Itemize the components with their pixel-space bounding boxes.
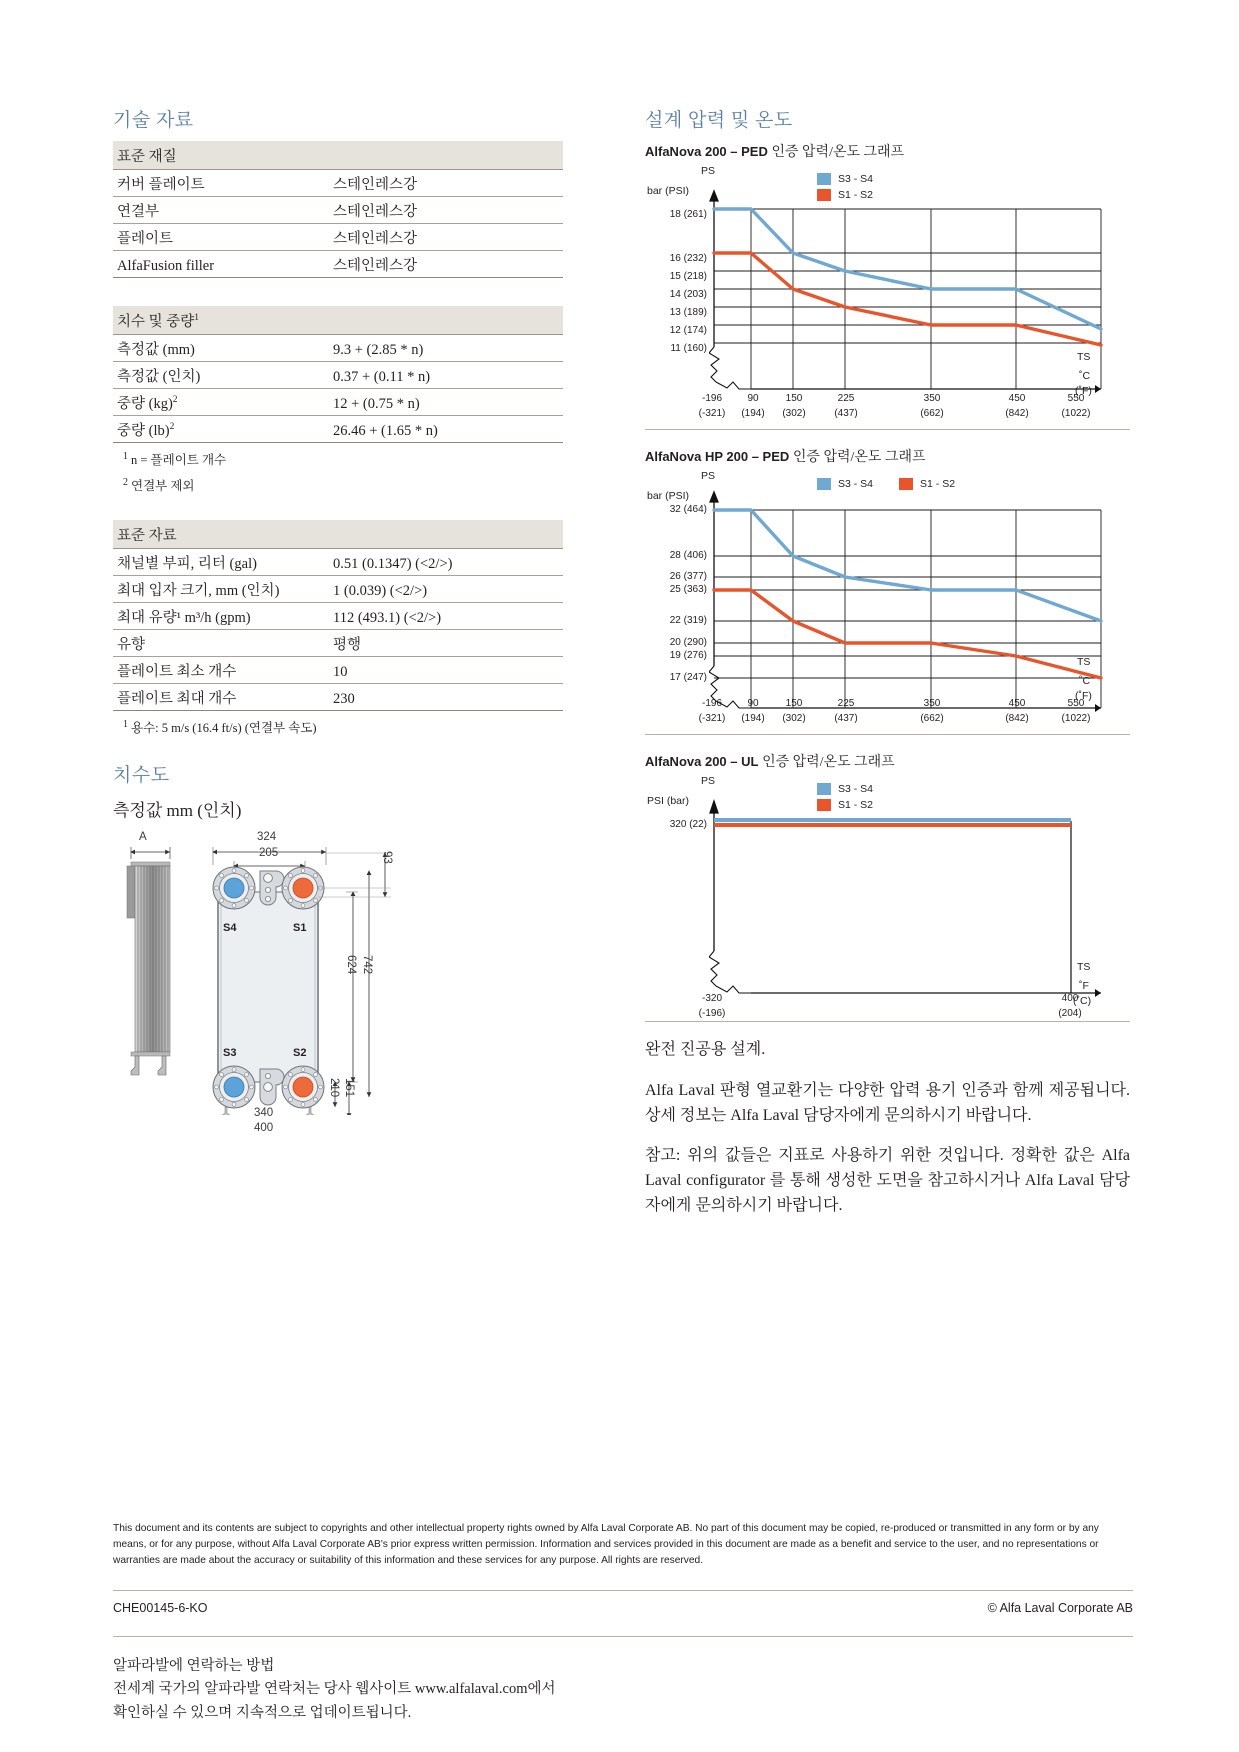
chart-alfanova-hp-200-ped — [645, 446, 1130, 724]
row-label-text: 측정값 (mm) — [117, 342, 195, 358]
chart-plot-svg — [709, 179, 1109, 409]
row-label: 최대 유량¹ m³/h (gpm) — [113, 602, 329, 629]
footnote-marker: 2 — [172, 395, 178, 406]
legend-label: S1 - S2 — [838, 189, 874, 201]
paragraph-certification: Alfa Laval 판형 열교환기는 다양한 압력 용기 인증과 함께 제공됩니다. 상세 정보는 Alfa Laval 담당자에게 문의하시기 바랍니다. — [645, 1081, 1130, 1124]
x-tick-sub: (437) — [834, 713, 858, 724]
x-tick-sub: (302) — [782, 713, 806, 724]
chart-title-bold: AlfaNova 200 – UL — [645, 754, 759, 769]
x-tick: 90 — [747, 393, 759, 404]
table-header-text: 치수 및 중량 — [117, 314, 195, 330]
x-tick-sub: (842) — [1005, 713, 1029, 724]
y-tick: 20 (290) — [669, 637, 707, 648]
x-tick: 225 — [837, 393, 855, 404]
chart-title-rest: 인증 압력/온도 그래프 — [771, 145, 905, 160]
footer-divider-top — [113, 1590, 1133, 1591]
legend-label: S3 - S4 — [838, 783, 874, 795]
x-tick-sub: (-321) — [698, 408, 726, 419]
axis-label-x-unit-bottom: (˚F) — [1075, 385, 1092, 397]
chart-title — [645, 751, 1130, 771]
x-tick: 150 — [785, 393, 803, 404]
dim-label-151: 151 — [343, 1077, 355, 1097]
axis-label-ps: PS — [701, 470, 716, 482]
dim-label-742: 742 — [361, 954, 373, 974]
y-tick: 17 (247) — [669, 672, 707, 683]
right-column — [645, 105, 1130, 1235]
spacer — [113, 498, 563, 520]
document-code: CHE00145-6-KO — [113, 1601, 208, 1615]
chart-alfanova-200-ul — [645, 751, 1130, 1019]
row-value: 230 — [329, 683, 563, 710]
y-tick: 16 (232) — [669, 253, 707, 264]
standard-data-table — [113, 520, 563, 711]
axis-label-x-unit-bottom: (˚F) — [1075, 690, 1092, 702]
dim-label-324: 324 — [257, 830, 277, 843]
dim-label-400: 400 — [254, 1121, 274, 1134]
table-row — [113, 335, 563, 362]
left-column — [113, 105, 563, 1134]
chart-title-bold: AlfaNova HP 200 – PED — [645, 449, 790, 464]
table-row — [113, 170, 563, 197]
table-row — [113, 602, 563, 629]
row-label: 플레이트 최소 개수 — [113, 656, 329, 683]
row-label — [113, 389, 329, 416]
chart-alfanova-200-ped — [645, 141, 1130, 419]
footnote — [123, 475, 563, 496]
axis-label-ts: TS — [1077, 961, 1091, 973]
paragraph-vacuum: 완전 진공용 설계. — [645, 1041, 766, 1058]
footer-row — [113, 1601, 1133, 1615]
drawing-title: 치수도 — [113, 764, 170, 786]
y-tick: 12 (174) — [669, 325, 707, 336]
table-row — [113, 629, 563, 656]
axis-label-x-unit-top: ˚C — [1079, 675, 1091, 687]
chart-title — [645, 446, 1130, 466]
x-tick: 450 — [1008, 393, 1026, 404]
chart-plot-svg — [709, 789, 1109, 1014]
row-label: 최대 입자 크기, mm (인치) — [113, 575, 329, 602]
x-tick: 400 — [1061, 993, 1079, 1004]
dim-label-93: 93 — [381, 850, 393, 864]
row-label — [113, 335, 329, 362]
section-divider — [645, 1021, 1130, 1022]
x-tick: -320 — [701, 993, 722, 1004]
row-label — [113, 362, 329, 389]
dimensions-weight-table — [113, 306, 563, 443]
row-value: 스테인레스강 — [329, 197, 563, 224]
table-row — [113, 362, 563, 389]
port-label-s4: S4 — [223, 921, 237, 934]
row-value: 26.46 + (1.65 * n) — [329, 416, 563, 443]
table-row — [113, 224, 563, 251]
x-tick: -196 — [701, 393, 722, 404]
section-divider — [645, 429, 1130, 430]
chart-area — [645, 775, 1110, 1019]
table-header: 표준 재질 — [113, 141, 563, 170]
table-row — [113, 575, 563, 602]
x-tick-sub: (1022) — [1061, 408, 1091, 419]
x-tick: 90 — [747, 698, 759, 709]
footnote-marker: 2 — [169, 422, 175, 433]
axis-label-x-unit-bottom: (˚C) — [1073, 995, 1092, 1007]
footnote — [123, 717, 563, 738]
y-tick: 19 (276) — [669, 650, 707, 661]
axis-label-ts: TS — [1077, 351, 1091, 363]
footnote — [123, 449, 563, 470]
y-tick: 26 (377) — [669, 571, 707, 582]
footnote-marker: 1 — [123, 718, 128, 730]
row-value: 112 (493.1) (<2/>) — [329, 602, 563, 629]
port-label-s1: S1 — [293, 921, 307, 934]
table-row — [113, 197, 563, 224]
x-tick: 150 — [785, 698, 803, 709]
axis-label-x-unit-top: ˚F — [1079, 980, 1089, 992]
drawing-svg — [113, 835, 433, 1115]
row-label: 연결부 — [113, 197, 329, 224]
footer-divider-bottom — [113, 1636, 1133, 1637]
chart-plot-svg — [709, 474, 1109, 724]
table-row — [113, 656, 563, 683]
chart-title-rest: 인증 압력/온도 그래프 — [792, 450, 926, 465]
contact-line-2: 확인하실 수 있으며 지속적으로 업데이트됩니다. — [113, 1704, 412, 1721]
x-tick: 550 — [1067, 698, 1085, 709]
legend-label: S1 - S2 — [920, 478, 956, 490]
footnote-text: n = 플레이트 개수 — [131, 453, 227, 468]
row-value: 평행 — [329, 629, 563, 656]
row-value: 0.37 + (0.11 * n) — [329, 362, 563, 389]
copyright-notice: © Alfa Laval Corporate AB — [987, 1601, 1133, 1615]
dim-label-A: A — [139, 830, 147, 843]
footnote-text: 연결부 제외 — [131, 479, 195, 494]
x-tick-sub: (194) — [741, 408, 765, 419]
row-label — [113, 416, 329, 443]
port-label-s2: S2 — [293, 1046, 307, 1059]
table-row — [113, 416, 563, 443]
table-row — [113, 548, 563, 575]
row-value: 스테인레스강 — [329, 224, 563, 251]
drawing-subtitle: 측정값 mm (인치) — [113, 800, 242, 820]
row-value: 12 + (0.75 * n) — [329, 389, 563, 416]
x-tick-sub: (-321) — [698, 713, 726, 724]
y-tick: 32 (464) — [669, 504, 707, 515]
dim-label-624: 624 — [345, 954, 357, 974]
row-label-text: 중량 (kg) — [117, 396, 173, 412]
y-tick: 14 (203) — [669, 289, 707, 300]
legend-label: S3 - S4 — [838, 173, 874, 185]
axis-label-x-unit-top: ˚C — [1079, 370, 1091, 382]
row-value: 스테인레스강 — [329, 251, 563, 278]
x-tick: 450 — [1008, 698, 1026, 709]
table-row — [113, 683, 563, 710]
contact-heading: 알파라발에 연락하는 방법 — [113, 1658, 275, 1674]
x-tick: 350 — [923, 393, 941, 404]
contact-line-1: 전세계 국가의 알파라발 연락처는 당사 웹사이트 www.alfalaval.com에서 — [113, 1681, 556, 1698]
table-header: 표준 자료 — [113, 520, 563, 549]
spacer — [113, 284, 563, 306]
x-tick-sub: (1022) — [1061, 713, 1091, 724]
row-label: 커버 플레이트 — [113, 170, 329, 197]
x-tick-sub: (302) — [782, 408, 806, 419]
chart-area — [645, 165, 1110, 419]
row-label: AlfaFusion filler — [113, 251, 329, 278]
x-tick-sub: (194) — [741, 713, 765, 724]
dim-label-340: 340 — [254, 1106, 274, 1119]
axis-label-y-unit: PSI (bar) — [647, 795, 690, 807]
legal-text: This document and its contents are subject to copyrights and other intellectual property rights owned by Alfa Laval Corporate AB. No part of this document may be copied, re-produced or transmitted in any form or by any means, or for any purpose, without Alfa Laval Corporate AB's prior express written permission. Information and services provided in this document are made as a benefit and service to the user, and no representations or warranties are made about the accuracy or suitability of this information and these services for any purpose. All rights are reserved. — [113, 1523, 1099, 1566]
axis-label-y-unit: bar (PSI) — [647, 185, 690, 197]
footnote-marker: 2 — [123, 476, 128, 488]
materials-table — [113, 141, 563, 278]
footnote-marker: 1 — [123, 451, 128, 462]
y-tick: 28 (406) — [669, 550, 707, 561]
row-label: 채널별 부피, 리터 (gal) — [113, 548, 329, 575]
row-label: 유향 — [113, 629, 329, 656]
x-tick-sub: (-196) — [698, 1008, 726, 1019]
row-label: 플레이트 최대 개수 — [113, 683, 329, 710]
contact-block — [113, 1655, 813, 1725]
chart-title-bold: AlfaNova 200 – PED — [645, 144, 768, 159]
y-tick: 11 (160) — [670, 343, 707, 354]
chart-title — [645, 141, 1130, 161]
row-label-text: 중량 (lb) — [117, 423, 170, 439]
x-tick-sub: (204) — [1058, 1008, 1082, 1019]
x-tick-sub: (662) — [920, 408, 944, 419]
x-tick: -196 — [701, 698, 722, 709]
y-tick: 25 (363) — [669, 584, 707, 595]
table-row — [113, 389, 563, 416]
footnote-marker: 1 — [194, 313, 200, 324]
port-label-s3: S3 — [223, 1046, 237, 1059]
row-value: 10 — [329, 656, 563, 683]
x-tick-sub: (662) — [920, 713, 944, 724]
table-header — [113, 306, 563, 335]
chart-area — [645, 470, 1110, 724]
y-tick: 15 (218) — [669, 271, 707, 282]
row-value: 0.51 (0.1347) (<2/>) — [329, 548, 563, 575]
page-title: 기술 자료 — [113, 110, 194, 131]
x-tick: 225 — [837, 698, 855, 709]
row-label: 플레이트 — [113, 224, 329, 251]
footnote-text: 용수: 5 m/s (16.4 ft/s) (연결부 속도) — [131, 720, 317, 735]
axis-label-y-unit: bar (PSI) — [647, 490, 690, 502]
y-tick: 13 (189) — [669, 307, 707, 318]
x-tick-sub: (842) — [1005, 408, 1029, 419]
paragraph-note: 참고: 위의 값들은 지표로 사용하기 위한 것입니다. 정확한 값은 Alfa Laval configurator 를 통해 생성한 도면을 참고하시거나 Alfa Laval 담당자에게 문의하시기 바랍니다. — [645, 1147, 1130, 1214]
dim-label-210: 210 — [328, 1077, 340, 1097]
axis-label-ps: PS — [701, 775, 716, 787]
table-row — [113, 251, 563, 278]
chart-title-rest: 인증 압력/온도 그래프 — [762, 755, 895, 770]
y-tick: 22 (319) — [669, 615, 707, 626]
row-label-text: 측정값 (인치) — [117, 369, 201, 385]
x-tick: 550 — [1067, 393, 1085, 404]
section-divider — [645, 734, 1130, 735]
row-value: 9.3 + (2.85 * n) — [329, 335, 563, 362]
y-tick: 18 (261) — [669, 209, 707, 220]
design-pressure-title: 설계 압력 및 온도 — [645, 110, 793, 131]
dim-label-205: 205 — [259, 846, 279, 859]
row-value: 1 (0.039) (<2/>) — [329, 575, 563, 602]
y-tick: 320 (22) — [669, 819, 707, 830]
axis-label-ps: PS — [701, 165, 716, 177]
x-tick: 350 — [923, 698, 941, 709]
row-value: 스테인레스강 — [329, 170, 563, 197]
dimension-drawing — [113, 830, 563, 1134]
axis-label-ts: TS — [1077, 656, 1091, 668]
legend-label: S1 - S2 — [838, 799, 874, 811]
legend-label: S3 - S4 — [838, 478, 874, 490]
x-tick-sub: (437) — [834, 408, 858, 419]
